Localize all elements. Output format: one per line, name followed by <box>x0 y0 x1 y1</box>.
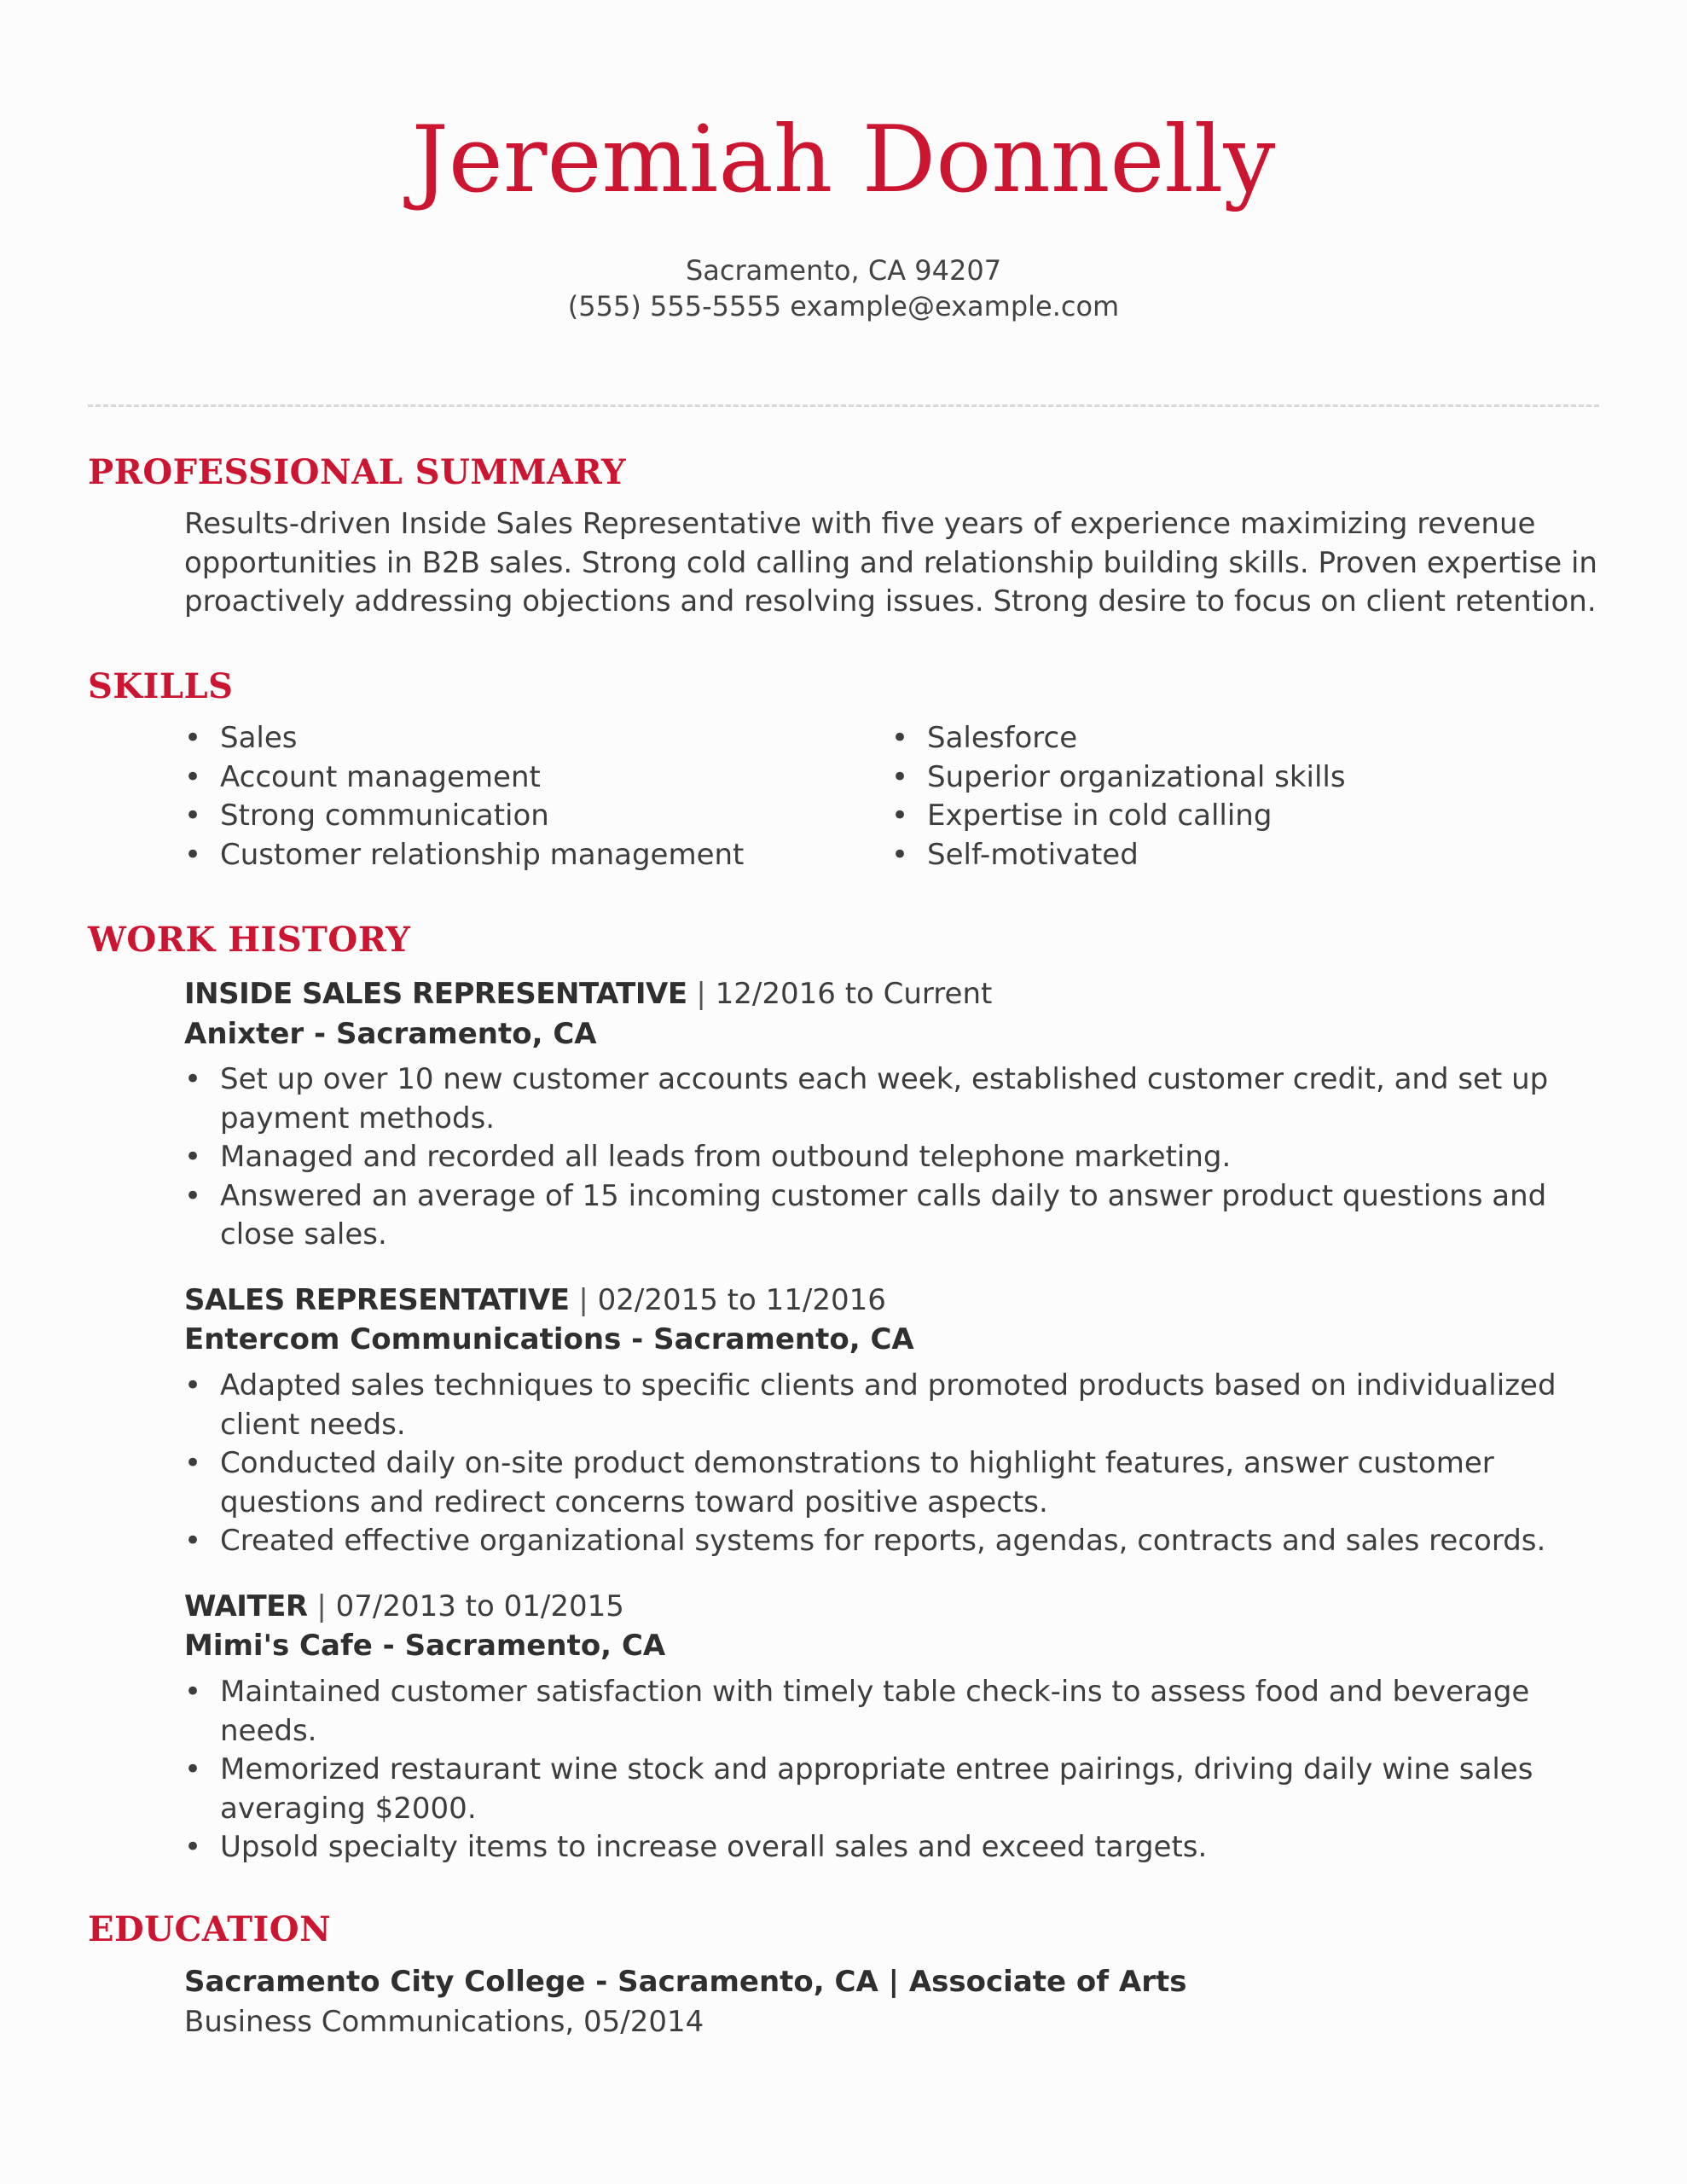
summary-paragraph <box>184 505 1617 622</box>
bullet-line: averaging $2000. <box>220 1791 477 1826</box>
bullet-line: • Answered an average of 15 incoming customer calls daily to answer product questions and <box>220 1178 1547 1213</box>
job-bullets <box>184 1673 1617 1867</box>
job-header <box>184 1281 886 1321</box>
skill-item: • Salesforce <box>891 719 1346 758</box>
job-separator: | <box>307 1589 336 1623</box>
summary-line: proactively addressing objections and resolving issues. Strong desire to focus on client retention. <box>184 584 1597 619</box>
skills-list-right <box>891 719 1346 874</box>
candidate-name: Jeremiah Donnelly <box>411 107 1276 213</box>
bullet-line: • Upsold specialty items to increase overall sales and exceed targets. <box>220 1830 1208 1864</box>
bullet-line: • Conducted daily on-site product demonstrations to highlight features, answer customer <box>220 1446 1494 1480</box>
list-item <box>184 1177 1617 1255</box>
section-title-education: EDUCATION <box>88 1909 332 1949</box>
section-title-skills: SKILLS <box>88 666 234 706</box>
skill-item: • Sales <box>184 719 744 758</box>
job-dates: 07/2013 to 01/2015 <box>335 1589 624 1623</box>
bullet-line: client needs. <box>220 1407 406 1442</box>
bullet-line: • Set up over 10 new customer accounts each week, established customer credit, and set up <box>220 1062 1549 1096</box>
job-bullets <box>184 1367 1617 1561</box>
bullet-line: • Maintained customer satisfaction with timely table check-ins to assess food and beverage <box>220 1675 1530 1709</box>
job-title: INSIDE SALES REPRESENTATIVE <box>184 977 687 1011</box>
bullet-line: close sales. <box>220 1217 387 1252</box>
skill-item: • Customer relationship management <box>184 836 744 875</box>
contact-address: Sacramento, CA 94207 <box>685 254 1002 287</box>
job-title: SALES REPRESENTATIVE <box>184 1283 570 1317</box>
job-employer: Mimi's Cafe - Sacramento, CA <box>184 1629 666 1663</box>
list-item <box>184 1444 1617 1522</box>
skill-item: • Self-motivated <box>891 836 1346 875</box>
bullet-line: • Adapted sales techniques to specific clients and promoted products based on individualized <box>220 1368 1557 1403</box>
job-bullets <box>184 1060 1617 1255</box>
skill-item: • Expertise in cold calling <box>891 797 1346 836</box>
bullet-line: • Memorized restaurant wine stock and appropriate entree pairings, driving daily wine sales <box>220 1752 1533 1786</box>
list-item <box>184 1367 1617 1444</box>
job-separator: | <box>569 1283 598 1317</box>
job-header <box>184 1588 624 1627</box>
bullet-line: • Created effective organizational systems for reports, agendas, contracts and sales records. <box>220 1524 1546 1558</box>
skill-item: • Strong communication <box>184 797 744 836</box>
skills-list-left <box>184 719 744 874</box>
list-item <box>184 1751 1617 1828</box>
list-item <box>184 1522 1617 1561</box>
summary-line: opportunities in B2B sales. Strong cold calling and relationship building skills. Proven expertise in <box>184 545 1597 580</box>
list-item <box>184 1828 1617 1867</box>
education-school: Sacramento City College - Sacramento, CA | Associate of Arts <box>184 1965 1187 1999</box>
summary-line: Results-driven Inside Sales Representative with five years of experience maximizing revenue <box>184 507 1536 541</box>
job-title: WAITER <box>184 1589 308 1623</box>
list-item <box>184 1673 1617 1751</box>
section-title-summary: PROFESSIONAL SUMMARY <box>88 452 627 492</box>
header-divider <box>88 404 1599 407</box>
bullet-line: needs. <box>220 1713 317 1748</box>
bullet-line: questions and redirect concerns toward positive aspects. <box>220 1484 1048 1519</box>
bullet-line: payment methods. <box>220 1101 496 1136</box>
contact-phone-email: (555) 555-5555 example@example.com <box>567 290 1120 322</box>
skill-item: • Superior organizational skills <box>891 758 1346 798</box>
job-employer: Anixter - Sacramento, CA <box>184 1017 597 1051</box>
list-item <box>184 1060 1617 1138</box>
job-employer: Entercom Communications - Sacramento, CA <box>184 1322 914 1356</box>
job-header <box>184 975 992 1014</box>
job-separator: | <box>687 977 716 1011</box>
bullet-line: • Managed and recorded all leads from outbound telephone marketing. <box>220 1140 1232 1174</box>
job-dates: 12/2016 to Current <box>715 977 993 1011</box>
section-title-work-history: WORK HISTORY <box>88 920 411 960</box>
list-item <box>184 1138 1617 1177</box>
skill-item: • Account management <box>184 758 744 798</box>
education-detail: Business Communications, 05/2014 <box>184 2005 704 2039</box>
job-dates: 02/2015 to 11/2016 <box>597 1283 886 1317</box>
